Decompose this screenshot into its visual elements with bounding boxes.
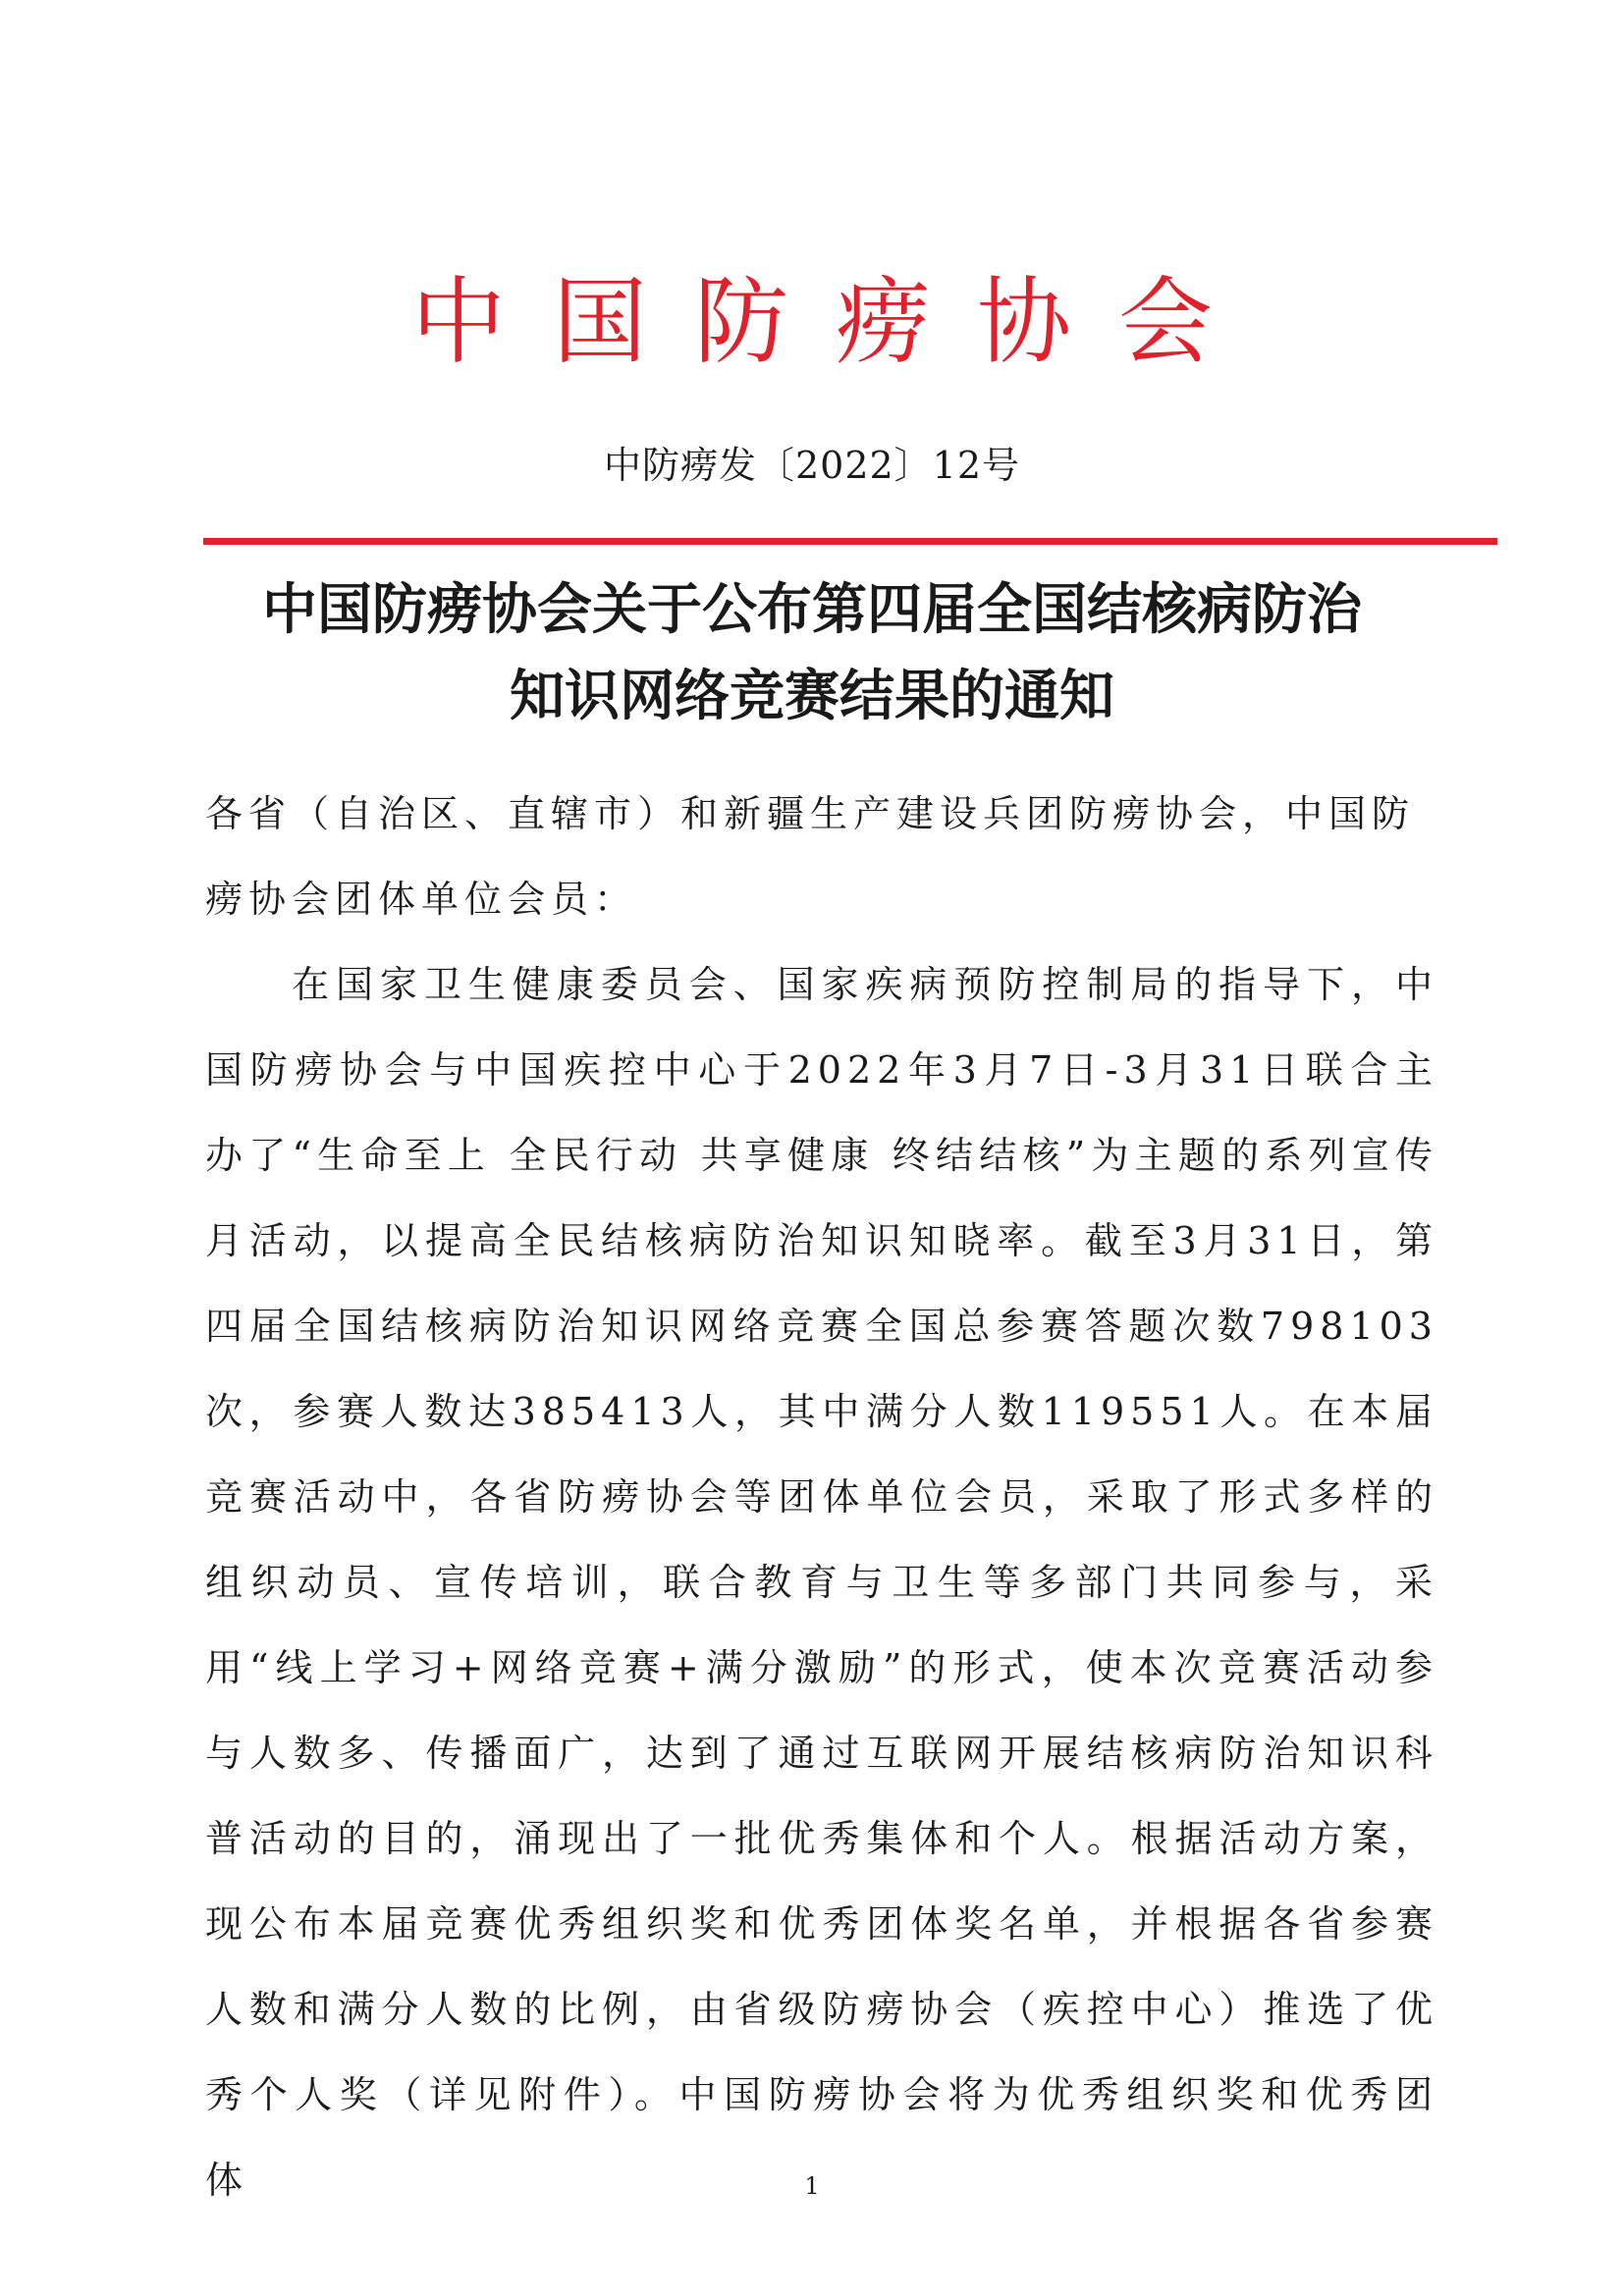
page-number: 1 [804, 2172, 820, 2200]
organization-header: 中国防痨协会 [411, 267, 1260, 377]
salutation: 各省（自治区、直辖市）和新疆生产建设兵团防痨协会，中国防痨协会团体单位会员： [205, 792, 1416, 921]
title-line-2: 知识网络竞赛结果的通知 [510, 665, 1114, 728]
red-divider-line [203, 538, 1497, 545]
document-title [147, 567, 1477, 740]
document-number: 中防痨发〔2022〕12号 [603, 444, 1021, 487]
body-paragraph: 在国家卫生健康委员会、国家疾病预防控制局的指导下，中国防痨协会与中国疾控中心于2022年3月7日-3月31日联合主办了“生命至上 全民行动 共享健康 终结结核”为主题的系列宣传月活动，以提高全民结核病防治知识知晓率。截至3月31日，第四届全国结核病防治知识网络竞赛全国总参赛答题次数798103次，参赛人数达385413人，其中满分人数119551人。在本届竞赛活动中，各省防痨协会等团体单位会员，采取了形式多样的组织动员、宣传培训，联合教育与卫生等多部门共同参与，采用“线上学习+网络竞赛+满分激励”的形式，使本次竞赛活动参与人数多、传播面广，达到了通过互联网开展结核病防治知识科普活动的目的，涌现出了一批优秀集体和个人。根据活动方案，现公布本届竞赛优秀组织奖和优秀团体奖名单，并根据各省参赛人数和满分人数的比例，由省级防痨协会（疾控中心）推选了优秀个人奖（详见附件）。中国防痨协会将为优秀组织奖和优秀团体 [205, 963, 1438, 2202]
title-line-1: 中国防痨协会关于公布第四届全国结核病防治 [262, 578, 1362, 642]
